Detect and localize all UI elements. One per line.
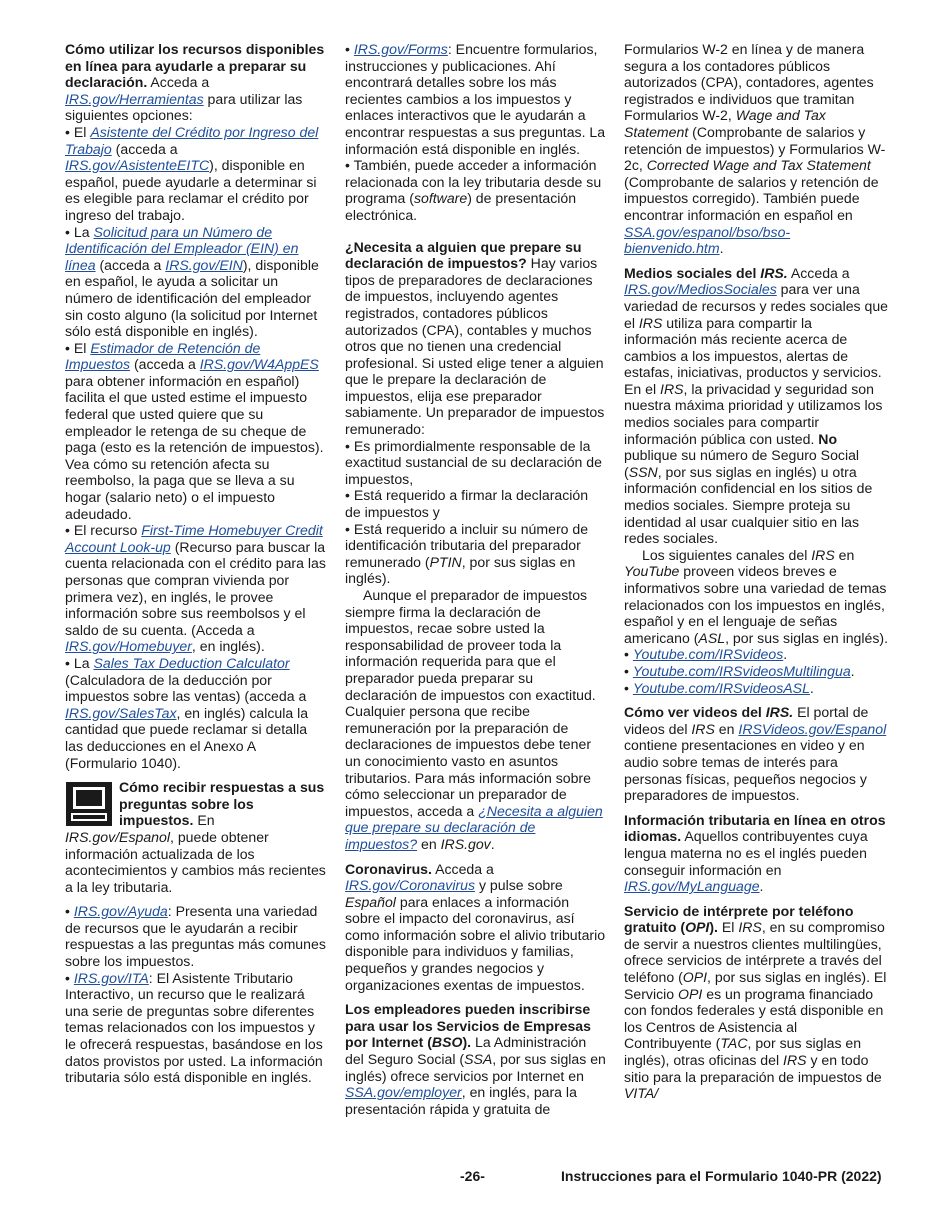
section-heading: Coronavirus. xyxy=(345,860,432,877)
section-heading: Medios sociales del IRS. xyxy=(624,264,788,281)
link-youtube-asl[interactable]: Youtube.com/IRSvideosASL xyxy=(632,679,810,696)
link-asistente-credito[interactable]: Asistente del Crédito por Ingreso del Trabajo xyxy=(65,123,319,157)
online-tools-paragraph: Cómo utilizar los recursos disponibles en línea para ayudarle a preparar su declaración. Acceda a IRS.gov/Herramientas para utilizar las siguientes opciones: xyxy=(65,41,325,124)
list-item: • Es primordialmente responsable de la exactitud sustancial de su declaración de impuestos, xyxy=(345,437,602,487)
list-item: • El recurso First-Time Homebuyer Credit Account Look-up (Recurso para buscar la cuenta relacionada con el crédito para las personas que compran vivienda por primera vez), en inglés, le provee información sobre sus reembolsos y el saldo de su cuenta. (Acceda a IRS.gov/Homebuyer, en inglés). xyxy=(65,522,326,655)
link-mylanguage[interactable]: IRS.gov/MyLanguage xyxy=(624,878,760,895)
link-asistente-eitc[interactable]: IRS.gov/AsistenteEITC xyxy=(65,157,210,174)
list-item: • IRS.gov/Forms: Encuentre formularios, instrucciones y publicaciones. Ahí encontrará detalles sobre los más recientes cambios a los impuestos y enlaces interactivos que le ayudarán a encontrar respuestas a sus preguntas. La información está disponible en inglés. xyxy=(345,41,606,157)
link-youtube-irsvideos[interactable]: Youtube.com/IRSvideos xyxy=(632,646,784,663)
link-homebuyer[interactable]: IRS.gov/Homebuyer xyxy=(65,638,192,655)
column-3 xyxy=(624,41,888,1102)
list-item: • Está requerido a incluir su número de identificación tributaria del preparador remunerado (PTIN, por sus siglas en inglés). xyxy=(345,520,589,587)
list-item: • Youtube.com/IRSvideos. xyxy=(624,646,788,663)
list-item: • IRS.gov/Ayuda: Presenta una variedad de recursos que le ayudarán a recibir respuestas a las preguntas más comunes sobre los impuestos. xyxy=(65,903,326,970)
link-irs-ein[interactable]: IRS.gov/EIN xyxy=(165,256,243,273)
section-heading: Los empleadores pueden inscribirse para usar los Servicios de Empresas por Internet (BSO). xyxy=(345,1001,591,1051)
link-solicitud-ein[interactable]: Solicitud para un Número de Identificación del Empleador (EIN) en línea xyxy=(65,223,299,273)
link-irsvideos-espanol[interactable]: IRSVideos.gov/Espanol xyxy=(738,720,887,737)
list-item: • También, puede acceder a información relacionada con la ley tributaria desde su programa (software) de presentación electrónica. xyxy=(345,157,602,223)
list-item: • El Asistente del Crédito por Ingreso del Trabajo (acceda a IRS.gov/AsistenteEITC), disponible en español, puede ayudarle a determinar si es elegible para reclamar el crédito por ingreso del trabajo. xyxy=(65,123,319,223)
list-item: • Está requerido a firmar la declaración de impuestos y xyxy=(345,487,589,521)
column-2 xyxy=(345,41,607,1117)
languages-paragraph: Información tributaria en línea en otros idiomas. Aquellos contribuyentes cuya lengua materna no es el inglés pueden conseguir información en IRS.gov/MyLanguage. xyxy=(624,811,886,895)
link-forms[interactable]: IRS.gov/Forms xyxy=(353,41,448,57)
link-ssa-bso[interactable]: SSA.gov/espanol/bso/bso-bienvenido.htm xyxy=(624,223,791,257)
w2-paragraph: Formularios W-2 en línea y de manera segura a los contadores públicos autorizados (CPA), contadores, agentes registrados e individuos que tramitan Formularios W-2, Wage and Tax Statement (Comprobante de salarios y retención de impuestos) y Formularios W-2c, Corrected Wage and Tax Statement (Comprobante de salarios y retención de impuestos corregido). También puede encontrar información en español en SSA.gov/espanol/bso/bso-bienvenido.htm. xyxy=(624,41,886,257)
preparer-responsibility-paragraph: Aunque el preparador de impuestos siempre firma la declaración de impuestos, recae sobre usted la responsabilidad de proveer toda la información requerida para que el preparador pueda preparar su declaración de impuestos con exactitud. Cualquier persona que recibe remuneración por la preparación de declaraciones de impuestos debe tener un conocimiento vasto en asuntos tributarios. Para más información sobre cómo seleccionar un preparador de impuestos, acceda a ¿Necesita a alguien que prepare su declaración de impuestos? en IRS.gov. xyxy=(345,587,603,852)
preparer-paragraph: ¿Necesita a alguien que prepare su declaración de impuestos? Hay varios tipos de preparadores de declaraciones de impuestos, incluyendo agentes registrados, contadores públicos autorizados (CPA), contables y muchos otros que no tienen una credencial profesional. Si usted elige tener a alguien que le prepare la declaración de impuestos, elija ese preparador sabiamente. Un preparador de impuestos remunerado: xyxy=(345,238,605,438)
link-coronavirus[interactable]: IRS.gov/Coronavirus xyxy=(345,877,476,894)
list-item: • El Estimador de Retención de Impuestos (acceda a IRS.gov/W4AppES para obtener información en español) facilita el que usted estime el impuesto federal que usted quiere que su empleador le retenga de su cheque de paga (esto es la retención de impuestos). Vea cómo su retención afecta su reembolso, la paga que se lleva a su hogar (salario neto) o el impuesto adeudado. xyxy=(65,339,324,522)
link-necesita-preparador[interactable]: ¿Necesita a alguien que prepare su declaración de impuestos? xyxy=(345,802,603,852)
list-item: • La Sales Tax Deduction Calculator (Calculadora de la deducción por impuestos sobre las ventas) (acceda a IRS.gov/SalesTax, en inglés) calcula la cantidad que puede reclamar si detalla las deducciones en el Anexo A (Formulario 1040). xyxy=(65,654,309,771)
link-ita[interactable]: IRS.gov/ITA xyxy=(73,969,149,986)
section-heading: ¿Necesita a alguien que prepare su declaración de impuestos? xyxy=(345,238,582,272)
page-number: -26- xyxy=(460,1168,485,1184)
youtube-paragraph: Los siguientes canales del IRS en YouTube proveen videos breves e informativos sobre una variedad de temas relacionados con los impuestos en inglés, español y en el lenguaje de señas americano (ASL, por sus siglas en inglés). xyxy=(624,546,889,646)
link-ayuda[interactable]: IRS.gov/Ayuda xyxy=(73,903,168,920)
link-salestax[interactable]: IRS.gov/SalesTax xyxy=(65,704,177,721)
link-estimador[interactable]: Estimador de Retención de Impuestos xyxy=(65,339,261,373)
link-homebuyer-lookup[interactable]: First-Time Homebuyer Credit Account Look-up xyxy=(65,522,323,555)
social-media-paragraph: Medios sociales del IRS. Acceda a IRS.gov/MediosSociales para ver una variedad de recursos y redes sociales que el IRS utiliza para compartir la información más reciente acerca de cambios a los impuestos, alertas de estafas, iniciativas, productos y servicios. En el IRS, la privacidad y seguridad son nuestra máxima prioridad y utilizamos los medios sociales para compartir información pública con usted. No publique su número de Seguro Social (SSN, por sus siglas en inglés) u otra información confidencial en los sitios de medios sociales. Siempre proteja su identidad al usar cualquier sitio en las redes sociales. xyxy=(624,264,889,547)
link-youtube-multilingua[interactable]: Youtube.com/IRSvideosMultilingua xyxy=(632,662,851,679)
list-item: • La Solicitud para un Número de Identificación del Empleador (EIN) en línea (acceda a IRS.gov/EIN), disponible en español, le ayuda a solicitar un número de identificación del empleador sin costo alguno (la solicitud por Internet sólo está disponible en inglés). xyxy=(65,223,319,340)
opi-paragraph: Servicio de intérprete por teléfono gratuito (OPI). El IRS, en su compromiso de servir a nuestros clientes multilingües, ofrece servicios de intérprete a través del teléfono (OPI, por sus siglas en inglés). El Servicio OPI es un programa financiado con fondos federales y está disponible en los Centros de Asistencia al Contribuyente (TAC, por sus siglas en inglés), otras oficinas del IRS y en todo sitio para la preparación de impuestos de VITA/ xyxy=(624,902,887,1102)
computer-icon xyxy=(65,781,113,827)
list-item: • Youtube.com/IRSvideosASL. xyxy=(624,679,814,696)
list-item: • IRS.gov/ITA: El Asistente Tributario Interactivo, un recurso que le realizará una serie de preguntas sobre diferentes temas relacionados con los impuestos y le ofrecerá respuestas, basándose en los datos provistos por usted. La información tributaria sólo está disponible en inglés. xyxy=(65,969,323,1086)
link-sales-tax-calculator[interactable]: Sales Tax Deduction Calculator xyxy=(93,654,290,671)
list-item: • Youtube.com/IRSvideosMultilingua. xyxy=(624,662,855,679)
link-herramientas[interactable]: IRS.gov/Herramientas xyxy=(65,90,204,107)
section-heading: Información tributaria en línea en otros idiomas. xyxy=(624,811,886,845)
section-heading: Servicio de intérprete por teléfono gratuito (OPI). xyxy=(624,902,854,936)
bso-paragraph: Los empleadores pueden inscribirse para usar los Servicios de Empresas por Internet (BSO). La Administración del Seguro Social (SSA, por sus siglas en inglés) ofrece servicios por Internet en SSA.gov/employer, en inglés, para la presentación rápida y gratuita de xyxy=(345,1001,606,1117)
answers-paragraph: Cómo recibir respuestas a sus preguntas sobre los impuestos. En IRS.gov/Espanol, puede obtener información actualizada de los acontecimientos y cambios más recientes a la ley tributaria. xyxy=(65,779,326,895)
link-ssa-employer[interactable]: SSA.gov/employer xyxy=(345,1084,462,1101)
link-w4appes[interactable]: IRS.gov/W4AppES xyxy=(199,356,319,373)
videos-paragraph: Cómo ver videos del IRS. El portal de videos del IRS en IRSVideos.gov/Espanol contiene presentaciones en video y en audio sobre temas de interés para personas físicas, pequeños negocios y preparadores de impuestos. xyxy=(624,704,887,804)
section-heading: Cómo ver videos del IRS. xyxy=(624,704,794,721)
section-heading: Cómo utilizar los recursos disponibles en línea para ayudarle a preparar su declaración. xyxy=(65,41,325,91)
coronavirus-paragraph: Coronavirus. Acceda a IRS.gov/Coronavirus y pulse sobre Español para enlaces a información sobre el impacto del coronavirus, así como información sobre el alivio tributario disponible para individuos y familias, pequeños y grandes negocios y organizaciones exentas de impuestos. xyxy=(345,860,606,993)
footer-title: Instrucciones para el Formulario 1040-PR (2022) xyxy=(561,1168,882,1184)
section-heading: Cómo recibir respuestas a sus preguntas sobre los impuestos. xyxy=(119,779,325,829)
link-medios-sociales[interactable]: IRS.gov/MediosSociales xyxy=(624,281,777,298)
column-1 xyxy=(65,41,327,1086)
